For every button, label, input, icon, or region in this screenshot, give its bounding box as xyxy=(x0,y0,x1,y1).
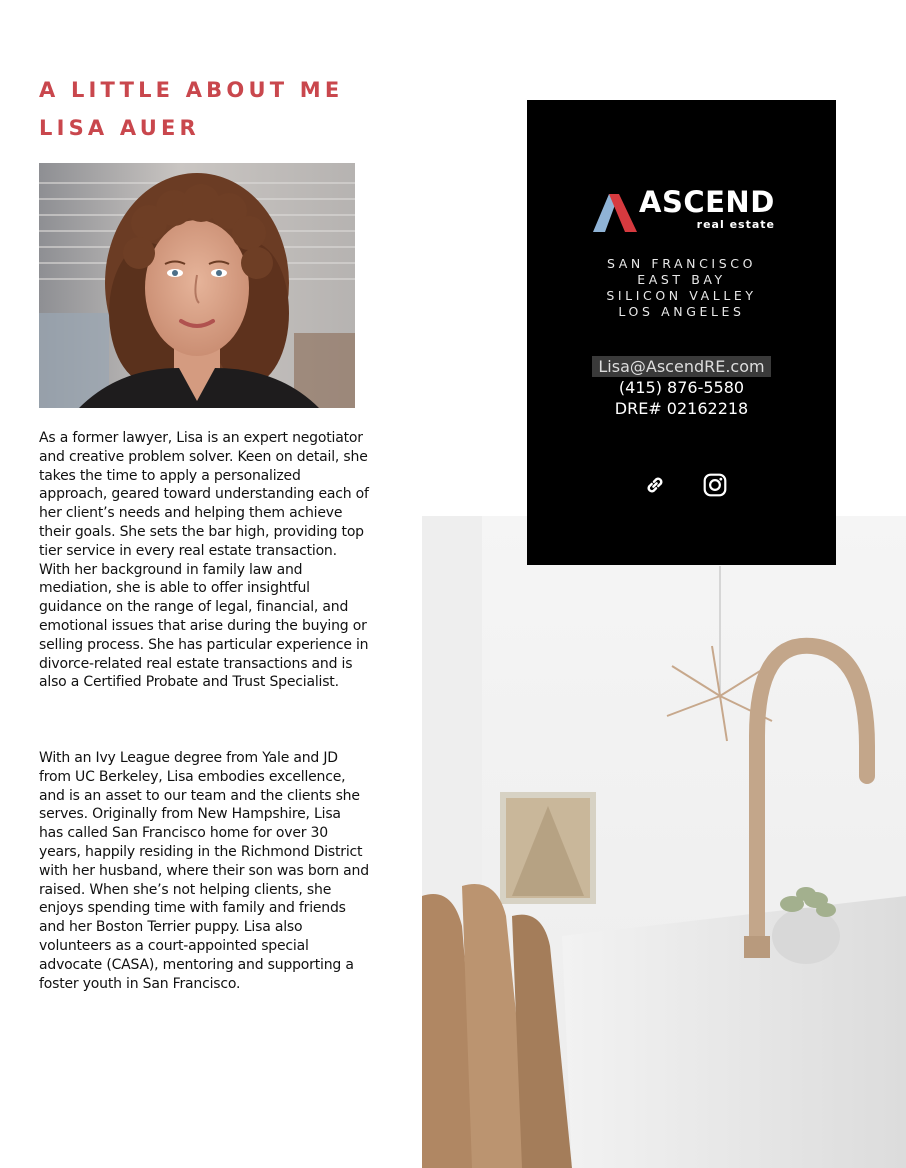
agent-name: LISA AUER xyxy=(39,116,200,140)
market-item: SILICON VALLEY xyxy=(606,288,757,303)
license-number: DRE# 02162218 xyxy=(614,399,749,418)
market-list xyxy=(527,256,836,320)
bio-paragraph: As a former lawyer, Lisa is an expert negotiator and creative problem solver. Keen on detail, she takes the time to apply a personalized approach, geared toward understanding each of her client’s needs and helping them achieve their goals. She sets the bar high, providing top tier service in every real estate transaction. With her background in family law and mediation, she is able to offer insightful guidance on the range of legal, financial, and emotional issues that arise during the buying or selling process. She has particular experience in divorce-related real estate transactions and is also a Certified Probate and Trust Specialist. xyxy=(39,430,369,691)
link-icon[interactable] xyxy=(642,472,668,498)
agent-portrait xyxy=(39,163,355,408)
market-item: LOS ANGELES xyxy=(618,304,745,319)
contact-card xyxy=(527,100,836,565)
bio-paragraph: With an Ivy League degree from Yale and JD from UC Berkeley, Lisa embodies excellence, and is an asset to our team and the clients she serves. Originally from New Hampshire, Lisa has called San Francisco home for over 30 years, happily residing in the Richmond District with her husband, where their son was born and raised. When she’s not helping clients, she enjoys spending time with family and friends and her Boston Terrier puppy. Lisa also volunteers as a court-appointed special advocate (CASA), mentoring and supporting a foster youth in San Francisco. xyxy=(39,750,369,992)
ascend-logo xyxy=(593,185,777,234)
phone-number[interactable]: (415) 876-5580 xyxy=(618,378,745,397)
kitchen-photo xyxy=(422,516,906,1168)
social-links xyxy=(527,472,836,500)
brand-subtitle: real estate xyxy=(696,218,775,231)
section-heading: A LITTLE ABOUT ME xyxy=(39,78,344,102)
email-link[interactable]: Lisa@AscendRE.com xyxy=(592,356,770,377)
market-item: EAST BAY xyxy=(637,272,726,287)
instagram-icon[interactable] xyxy=(702,472,728,498)
brand-name: ASCEND xyxy=(639,185,775,219)
ascend-logo-mark-icon xyxy=(593,192,637,232)
contact-info xyxy=(527,356,836,419)
market-item: SAN FRANCISCO xyxy=(606,256,757,271)
